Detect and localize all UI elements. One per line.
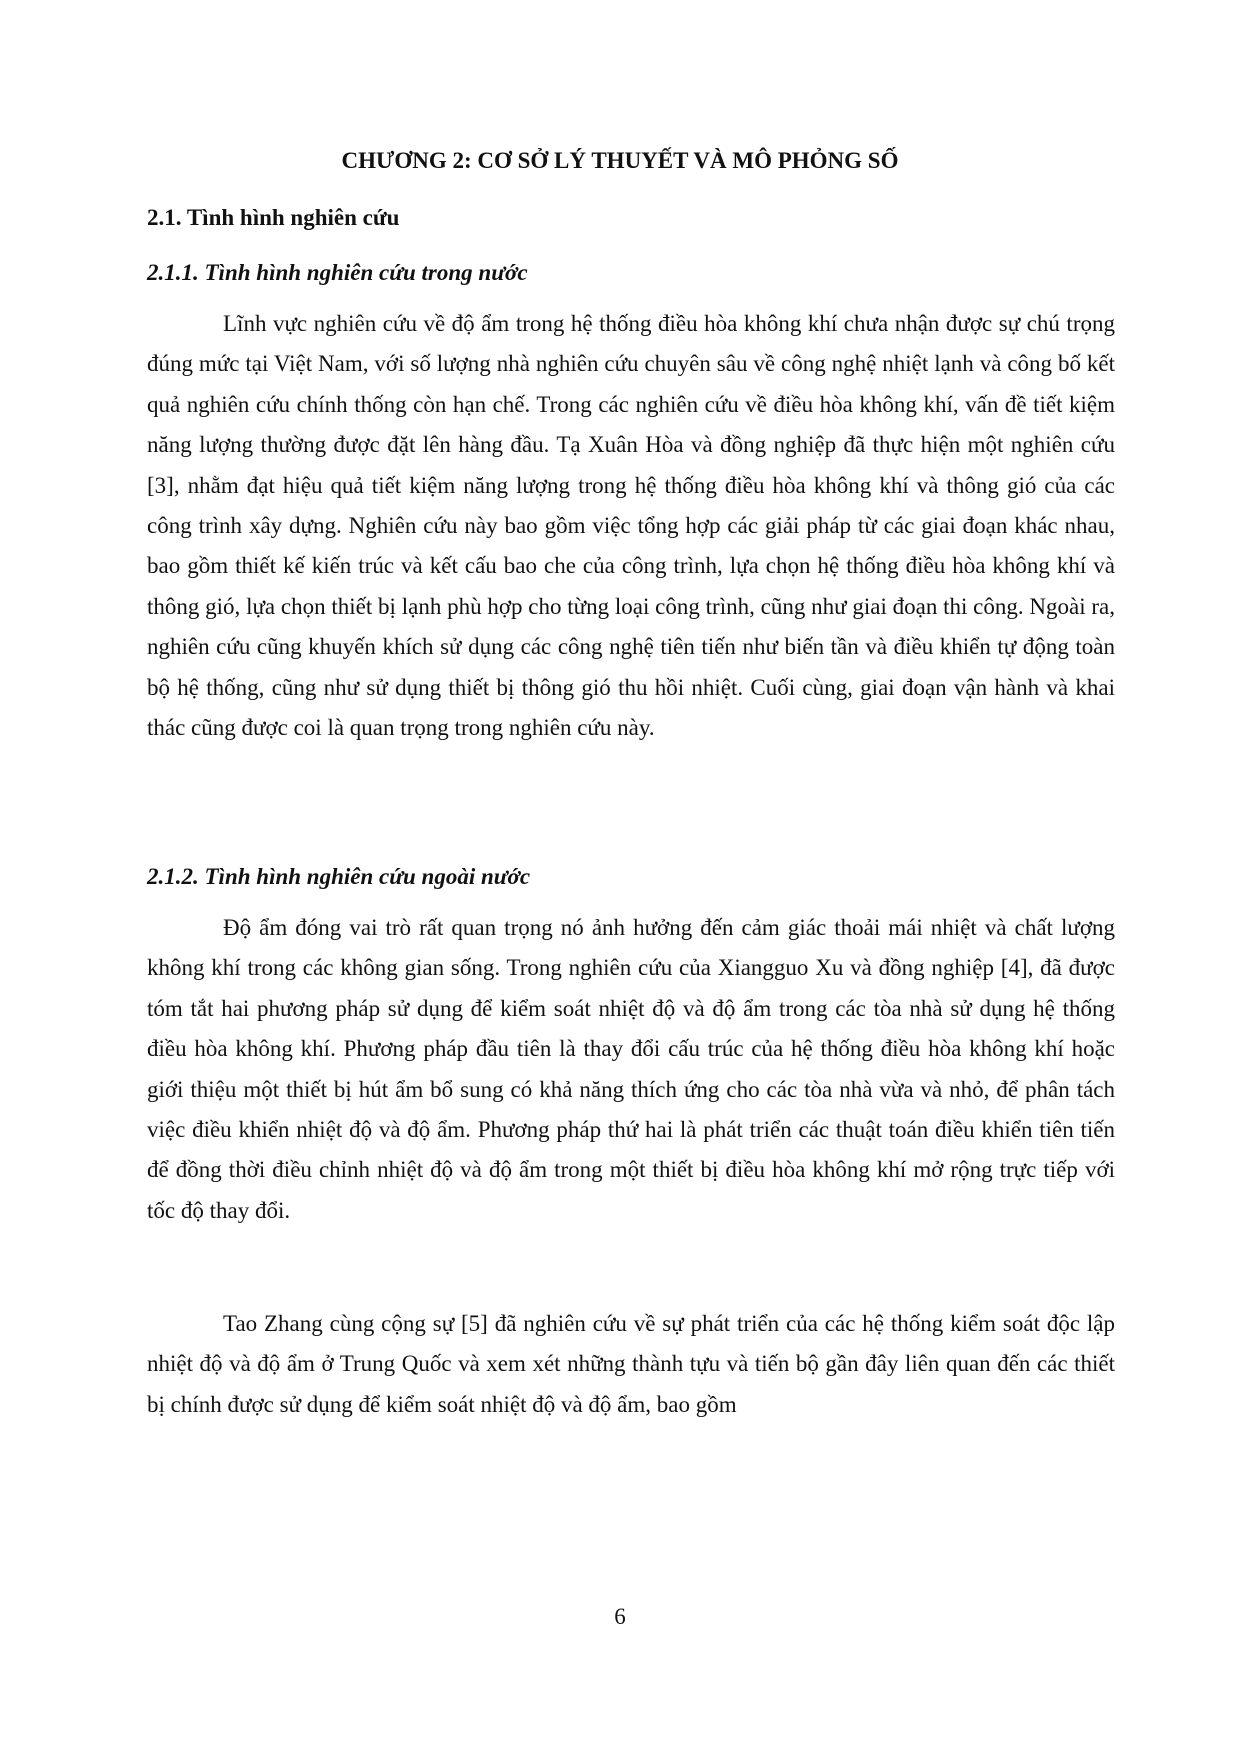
page-number: 6	[614, 1604, 626, 1629]
paragraph-foreign-research-2: Tao Zhang cùng cộng sự [5] đã nghiên cứu về sự phát triển của các hệ thống kiểm soát độc lập nhiệt độ và độ ẩm ở Trung Quốc và xem xét những thành tựu và tiến bộ gần đây liên quan đến các thiết bị chính được sử dụng để kiểm soát nhiệt độ và độ ẩm, bao gồm	[147, 1311, 1115, 1417]
chapter-title: CHƯƠNG 2: CƠ SỞ LÝ THUYẾT VÀ MÔ PHỎNG SỐ	[341, 148, 899, 173]
section-heading-2-1-2: 2.1.2. Tình hình nghiên cứu ngoài nước	[147, 864, 531, 889]
paragraph-domestic-research: Lĩnh vực nghiên cứu về độ ẩm trong hệ thống điều hòa không khí chưa nhận được sự chú trọng đúng mức tại Việt Nam, với số lượng nhà nghiên cứu chuyên sâu về công nghệ nhiệt lạnh và công bố kết quả nghiên cứu chính thống còn hạn chế. Trong các nghiên cứu về điều hòa không khí, vấn đề tiết kiệm năng lượng thường được đặt lên hàng đầu. Tạ Xuân Hòa và đồng nghiệp đã thực hiện một nghiên cứu [3], nhằm đạt hiệu quả tiết kiệm năng lượng trong hệ thống điều hòa không khí và thông gió của các công trình xây dựng. Nghiên cứu này bao gồm việc tổng hợp các giải pháp từ các giai đoạn khác nhau, bao gồm thiết kế kiến trúc và kết cấu bao che của công trình, lựa chọn hệ thống điều hòa không khí và thông gió, lựa chọn thiết bị lạnh phù hợp cho từng loại công trình, cũng như giai đoạn thi công. Ngoài ra, nghiên cứu cũng khuyến khích sử dụng các công nghệ tiên tiến như biến tần và điều khiển tự động toàn bộ hệ thống, cũng như sử dụng thiết bị thông gió thu hồi nhiệt. Cuối cùng, giai đoạn vận hành và khai thác cũng được coi là quan trọng trong nghiên cứu này.	[147, 311, 1115, 741]
section-heading-2-1: 2.1. Tình hình nghiên cứu	[147, 205, 400, 230]
paragraph-foreign-research-1: Độ ẩm đóng vai trò rất quan trọng nó ảnh hưởng đến cảm giác thoải mái nhiệt và chất lượng không khí trong các không gian sống. Trong nghiên cứu của Xiangguo Xu và đồng nghiệp [4], đã được tóm tắt hai phương pháp sử dụng để kiểm soát nhiệt độ và độ ẩm trong các tòa nhà sử dụng hệ thống điều hòa không khí. Phương pháp đầu tiên là thay đổi cấu trúc của hệ thống điều hòa không khí hoặc giới thiệu một thiết bị hút ẩm bổ sung có khả năng thích ứng cho các tòa nhà vừa và nhỏ, để phân tách việc điều khiển nhiệt độ và độ ẩm. Phương pháp thứ hai là phát triển các thuật toán điều khiển tiên tiến để đồng thời điều chỉnh nhiệt độ và độ ẩm trong một thiết bị điều hòa không khí mở rộng trực tiếp với tốc độ thay đổi.	[147, 915, 1115, 1223]
section-heading-2-1-1: 2.1.1. Tình hình nghiên cứu trong nước	[147, 260, 528, 285]
